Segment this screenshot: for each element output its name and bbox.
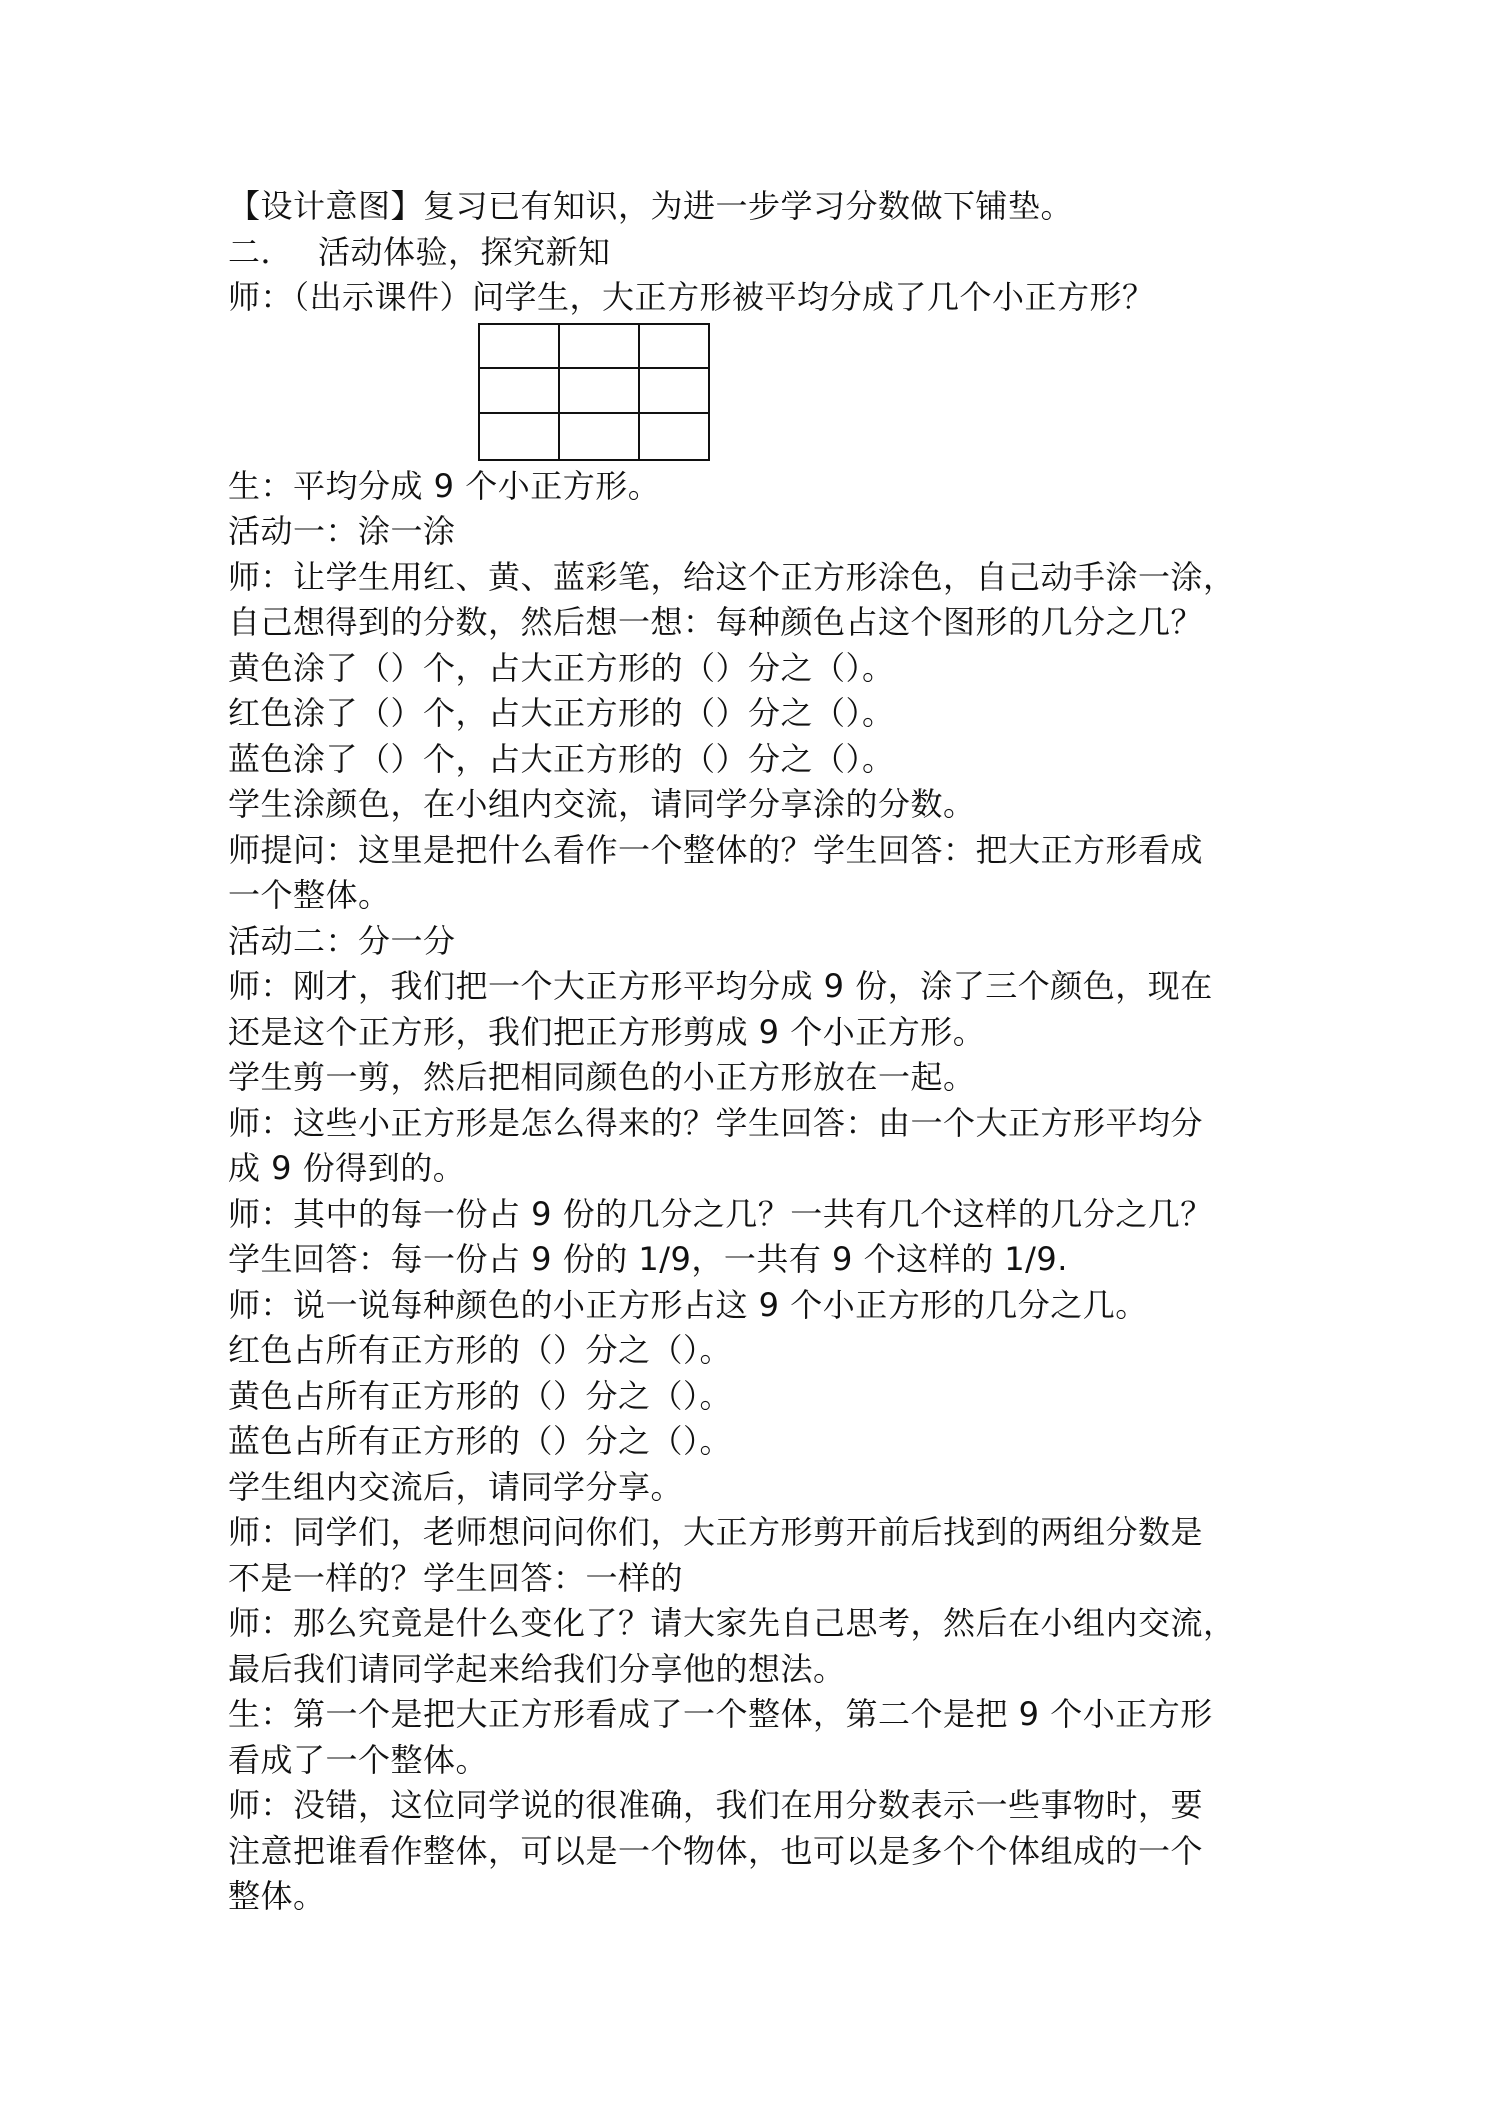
text-line: 师：这些小正方形是怎么得来的？学生回答：由一个大正方形平均分 [228,1103,1204,1142]
text-line: 生：第一个是把大正方形看成了一个整体，第二个是把 9 个小正方形 [228,1695,1213,1733]
section-title: 活动体验，探究新知 [318,232,611,271]
grid-cell [560,369,640,414]
red-share-line: 红色占所有正方形的（）分之（）。 [228,1331,733,1369]
text-line: 看成了一个整体。 [228,1740,489,1779]
document-body [228,184,1288,1920]
grid-cell [480,414,560,459]
text-line: 还是这个正方形，我们把正方形剪成 9 个小正方形。 [228,1012,986,1051]
text-line: 师：其中的每一份占 9 份的几分之几？一共有几个这样的几分之几？ [228,1194,1213,1233]
text-line: 学生回答：每一份占 9 份的 1/9，一共有 9 个这样的 1/9. [228,1240,1068,1278]
grid-cell [560,325,640,370]
teacher-question-line: 师：（出示课件）问学生，大正方形被平均分成了几个小正方形？ [228,278,1155,316]
text-line: 最后我们请同学起来给我们分享他的想法。 [228,1649,846,1688]
grid-cell [640,325,708,370]
blue-share-line: 蓝色占所有正方形的（）分之（）。 [228,1422,733,1460]
blue-fill-line: 蓝色涂了（）个，占大正方形的（）分之（）。 [228,739,895,778]
section-number: 二． [228,232,294,271]
grid-figure [228,321,1288,464]
text-line: 学生剪一剪，然后把相同颜色的小正方形放在一起。 [228,1058,976,1096]
text-line: 师：说一说每种颜色的小正方形占这 9 个小正方形的几分之几。 [228,1285,1148,1324]
text-line: 师：同学们，老师想问问你们，大正方形剪开前后找到的两组分数是 [228,1513,1204,1551]
text-line: 自己想得到的分数，然后想一想：每种颜色占这个图形的几分之几？ [228,603,1204,641]
text-line: 师：没错，这位同学说的很准确，我们在用分数表示一些事物时，要 [228,1786,1204,1824]
design-intent-line: 【设计意图】复习已有知识，为进一步学习分数做下铺垫。 [228,187,1074,225]
yellow-share-line: 黄色占所有正方形的（）分之（）。 [228,1376,733,1415]
text-line: 一个整体。 [228,876,391,914]
text-line: 不是一样的？学生回答：一样的 [228,1558,684,1597]
grid-cell [480,325,560,370]
text-line: 师提问：这里是把什么看作一个整体的？学生回答：把大正方形看成 [228,830,1204,869]
text-line: 学生涂颜色，在小组内交流，请同学分享涂的分数。 [228,785,976,823]
section-heading-2 [228,230,1288,276]
grid-cell [480,369,560,414]
yellow-fill-line: 黄色涂了（）个，占大正方形的（）分之（）。 [228,648,895,687]
red-fill-line: 红色涂了（）个，占大正方形的（）分之（）。 [228,694,895,732]
text-line: 师：刚才，我们把一个大正方形平均分成 9 份，涂了三个颜色，现在 [228,967,1213,1005]
text-line: 成 9 份得到的。 [228,1149,466,1187]
grid-cell [560,414,640,459]
activity-one-heading: 活动一：涂一涂 [228,512,456,550]
grid-cell [640,369,708,414]
activity-two-heading: 活动二：分一分 [228,921,456,960]
text-line: 师：让学生用红、黄、蓝彩笔，给这个正方形涂色，自己动手涂一涂， [228,557,1236,596]
text-line: 注意把谁看作整体，可以是一个物体，也可以是多个个体组成的一个 [228,1831,1204,1870]
grid-cell [640,414,708,459]
three-by-three-square-grid [478,323,710,461]
text-line: 师：那么究竟是什么变化了？请大家先自己思考，然后在小组内交流， [228,1604,1236,1642]
student-answer-line: 生：平均分成 9 个小正方形。 [228,466,661,505]
text-line: 学生组内交流后，请同学分享。 [228,1467,684,1506]
text-line: 整体。 [228,1877,326,1915]
